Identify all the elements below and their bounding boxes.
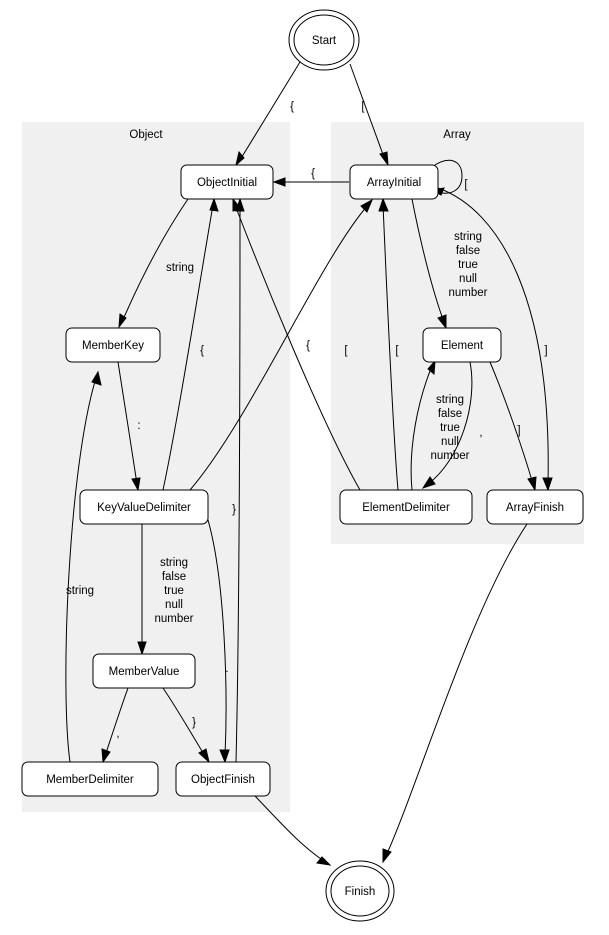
edge-label-element-arrayfinish: ] [517, 425, 521, 437]
svg-text:null: null [459, 273, 477, 285]
svg-text:null: null [165, 599, 183, 611]
edge-label-array-object: { [311, 168, 315, 180]
node-start-label: Start [311, 35, 337, 47]
cluster-object [22, 122, 290, 812]
edge-arrayfinish-finish [386, 524, 527, 856]
edge-label-elementdelim-objectinitial: { [306, 340, 310, 352]
node-element-label: Element [440, 340, 484, 352]
edge-label-objectinitial-memberkey: string [165, 262, 195, 274]
node-arrayfinish-label: ArrayFinish [505, 502, 565, 514]
node-arrayfinish[interactable] [487, 490, 583, 524]
node-finish-label: Finish [344, 886, 376, 898]
edge-label-memberkey-keyvalue: : [137, 420, 141, 432]
node-memberkey-label: MemberKey [82, 340, 144, 352]
node-elementdelimiter-label: ElementDelimiter [362, 502, 450, 514]
node-objectinitial[interactable] [181, 165, 273, 199]
node-membervalue[interactable] [93, 654, 195, 688]
edge-label-arrayinitial-arrayfinish: ] [544, 345, 548, 357]
svg-text:true: true [164, 585, 184, 597]
node-element[interactable] [423, 328, 501, 362]
node-elementdelimiter[interactable] [340, 490, 472, 524]
edge-label-keyvalue-objectfinish: } [232, 504, 236, 516]
svg-text:false: false [161, 571, 187, 583]
edge-label-membervalue-memberdelim: , [116, 728, 120, 740]
edge-label-membervalue-objectfinish: } [192, 717, 196, 729]
svg-text:string: string [453, 231, 483, 243]
cluster-object-label: Object [129, 129, 163, 141]
node-objectinitial-label: ObjectInitial [196, 177, 258, 189]
node-arrayinitial[interactable] [350, 165, 438, 199]
node-memberdelimiter[interactable] [22, 762, 158, 796]
edge-label-membervalue-dot: . [225, 663, 229, 675]
svg-text:false: false [437, 408, 463, 420]
edge-label-array-self: [ [464, 179, 468, 191]
node-arrayinitial-label: ArrayInitial [366, 177, 422, 189]
edge-label-start-array: [ [361, 101, 365, 113]
svg-text:number: number [448, 287, 488, 299]
edge-label-start-object: { [290, 101, 294, 113]
node-keyvaluedelimiter[interactable] [80, 490, 208, 524]
svg-text:true: true [440, 422, 460, 434]
svg-text:false: false [455, 245, 481, 257]
svg-text:number: number [430, 450, 470, 462]
edge-arrayfinish-finish-arrow [383, 849, 391, 862]
node-objectfinish[interactable] [176, 762, 270, 796]
node-objectfinish-label: ObjectFinish [191, 774, 255, 786]
edge-label-element-elementdelim: , [479, 427, 483, 439]
svg-text:true: true [458, 259, 478, 271]
edge-label-keyvalue-arrayinitial: [ [344, 345, 348, 357]
svg-text:string: string [159, 557, 189, 569]
edge-label-elementdelim-arrayinitial: [ [395, 345, 399, 357]
node-start[interactable] [289, 10, 359, 70]
svg-text:number: number [154, 613, 194, 625]
edge-objectfinish-finish-arrow [317, 857, 330, 865]
edge-label-memberdelim-memberkey: string [65, 585, 95, 597]
svg-text:string: string [435, 394, 465, 406]
node-membervalue-label: MemberValue [108, 666, 180, 678]
node-memberdelimiter-label: MemberDelimiter [46, 774, 134, 786]
cluster-object-box [22, 122, 290, 812]
svg-text:null: null [441, 436, 459, 448]
node-memberkey[interactable] [66, 328, 160, 362]
node-keyvaluedelimiter-label: KeyValueDelimiter [97, 502, 191, 514]
cluster-array-label: Array [443, 129, 471, 141]
edge-label-keyvalue-objectinitial: { [200, 345, 204, 357]
node-finish[interactable] [326, 861, 394, 921]
